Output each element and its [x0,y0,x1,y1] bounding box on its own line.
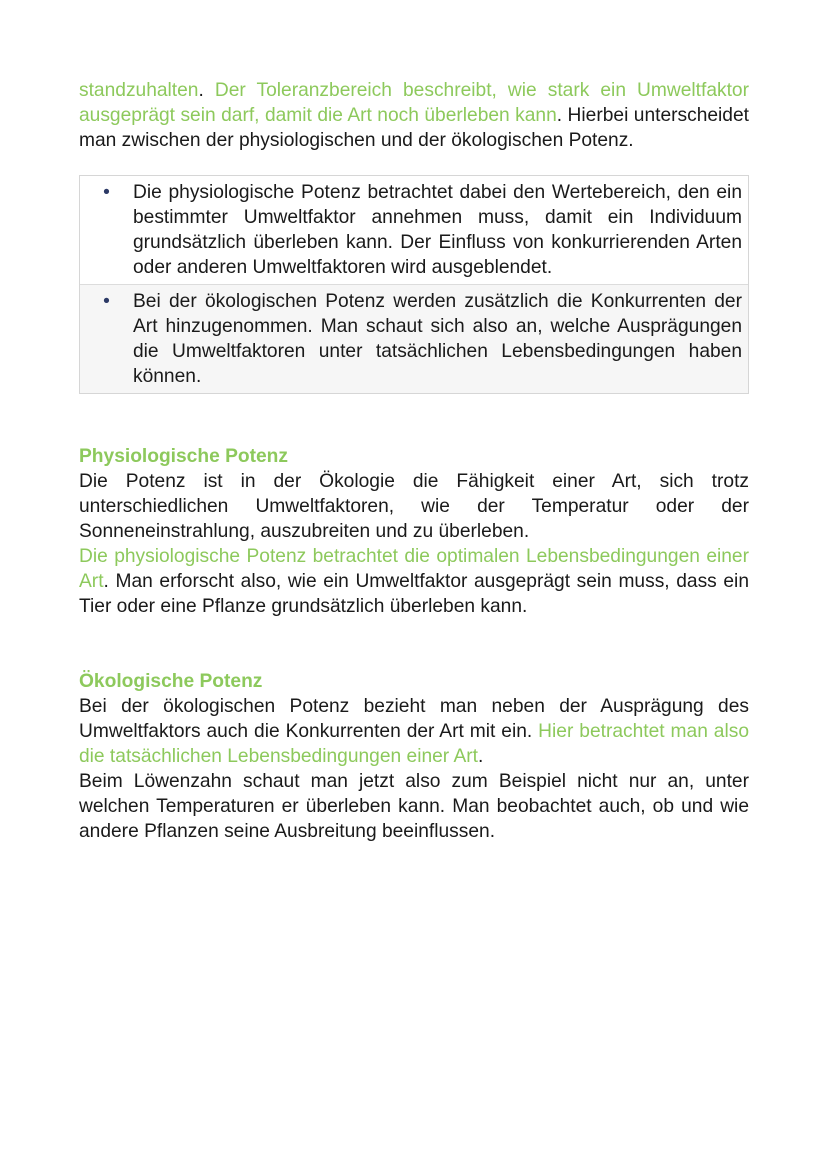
oeko-text-end: . [477,746,484,767]
physio-paragraph-1: Die Potenz ist in der Ökologie die Fähigkeit einer Art, sich trotz unterschiedlichen Umweltfaktoren, wie der Temperatur oder der Sonneneinstrahlung, auszubreiten und zu überleben. [79,471,749,542]
list-item [80,284,748,393]
list-item-text: Die physiologische Potenz betrachtet dabei den Wertebereich, den ein bestimmter Umweltfaktor annehmen muss, damit ein Individuum grundsätzlich überleben kann. Der Einfluss von konkurrierenden Arten oder anderen Umweltfaktoren wird ausgeblendet. [133,182,742,278]
oeko-text: Bei der ökologischen Potenz bezieht man neben der Ausprägung des Umweltfaktors auch die Konkurrenten der Art mit ein. [79,696,749,742]
section-heading: Physiologische Potenz [79,446,288,467]
intro-text-2: . Hierbei unterscheidet man zwischen der physiologischen und der ökologischen Potenz. [79,105,749,151]
list-item [80,176,748,284]
document-content [79,78,749,844]
intro-highlight-2: Der Toleranzbereich beschreibt, wie stark ein Umweltfaktor ausgeprägt sein darf, damit die Art noch überleben kann [79,80,749,126]
list-item-text: Bei der ökologischen Potenz werden zusätzlich die Konkurrenten der Art hinzugenommen. Man schaut sich also an, welche Ausprägungen die Umweltfaktoren unter tatsächlichen Lebensbedingungen haben können. [133,291,742,387]
intro-paragraph [79,78,749,153]
oeko-highlight: Hier betrachtet man also die tatsächlichen Lebensbedingungen einer Art [79,721,750,767]
physio-paragraph-2 [79,544,749,619]
section-heading: Ökologische Potenz [79,671,263,692]
physio-highlight: Die physiologische Potenz betrachtet die optimalen Lebensbedingungen einer Art [79,546,749,592]
section-oekologische-potenz [79,669,749,844]
physio-text: . Man erforscht also, wie ein Umweltfaktor ausgeprägt sein muss, dass ein Tier oder eine Pflanze grundsätzlich überleben kann. [79,571,749,617]
oeko-paragraph-2: Beim Löwenzahn schaut man jetzt also zum Beispiel nicht nur an, unter welchen Temperaturen er überleben kann. Man beobachtet auch, ob und wie andere Pflanzen seine Ausbreitung beeinflussen. [79,771,749,842]
intro-text-1: . [198,80,215,101]
bullet-icon: • [103,182,110,203]
potenz-list [79,175,749,394]
intro-highlight-1: standzuhalten [79,80,199,101]
bullet-icon: • [103,291,110,312]
section-physiologische-potenz [79,444,749,619]
oeko-paragraph-1 [79,694,749,769]
